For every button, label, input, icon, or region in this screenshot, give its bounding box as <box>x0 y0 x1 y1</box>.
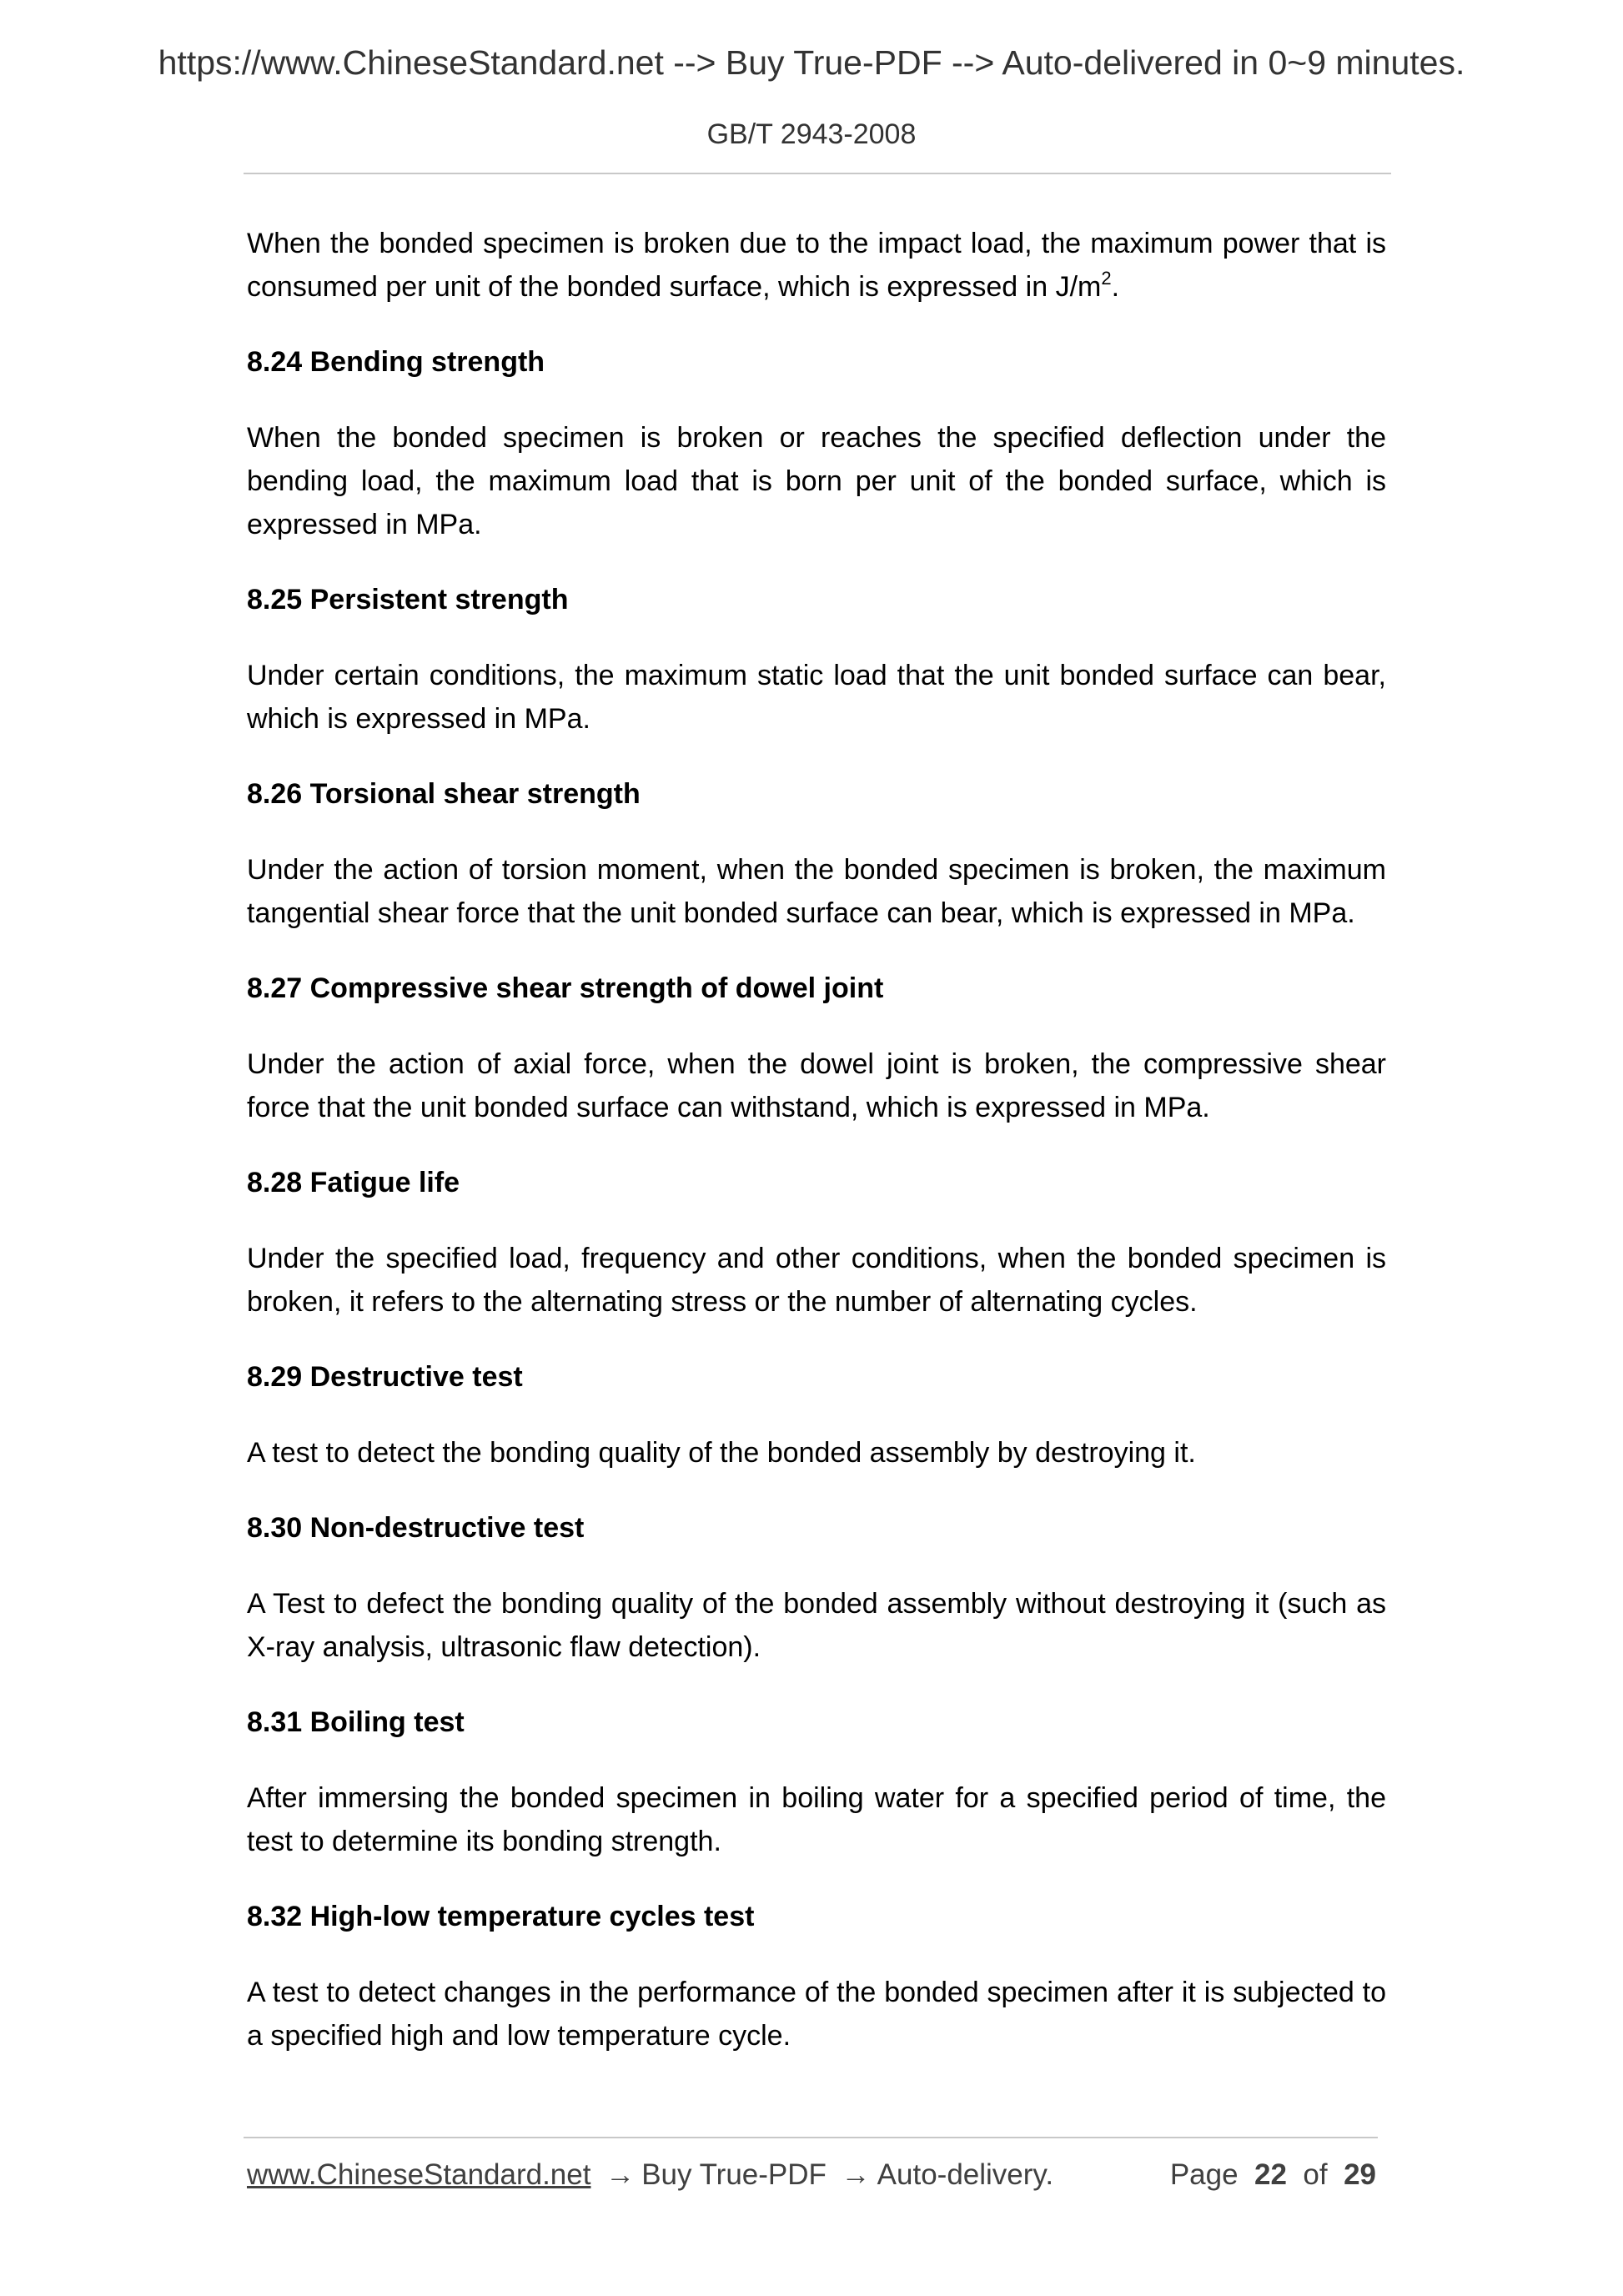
footer-divider <box>244 2137 1378 2138</box>
intro-text: When the bonded specimen is broken due to the impact load, the maximum power that is consumed per unit of the bonded surface, which is expressed in J/m <box>247 228 1386 303</box>
intro-superscript: 2 <box>1101 268 1112 289</box>
section-body-8-29: A test to detect the bonding quality of the bonded assembly by destroying it. <box>247 1437 1196 1469</box>
section-heading-8-30: 8.30 Non-destructive test <box>247 1512 585 1544</box>
document-code: GB/T 2943-2008 <box>706 118 917 150</box>
footer <box>247 2158 1381 2192</box>
right-arrow-icon: → <box>605 2158 636 2191</box>
section-body-8-24: When the bonded specimen is broken or reaches the specified deflection under the bending load, the maximum load that is born per unit of the bonded surface, which is expressed in MPa. <box>247 422 1386 540</box>
section-heading-8-32: 8.32 High-low temperature cycles test <box>247 1901 755 1932</box>
section-body-8-25: Under certain conditions, the maximum static load that the unit bonded surface can bear, which is expressed in MPa. <box>247 660 1386 735</box>
section-body-8-31: After immersing the bonded specimen in boiling water for a specified period of time, the test to determine its bonding strength. <box>247 1782 1386 1857</box>
section-heading-8-29: 8.29 Destructive test <box>247 1361 523 1393</box>
page-current: 22 <box>1254 2158 1287 2191</box>
section-body-8-32: A test to detect changes in the performance of the bonded specimen after it is subjected to a specified high and low temperature cycle. <box>247 1977 1386 2052</box>
header-divider <box>244 173 1391 174</box>
page-of: of <box>1303 2158 1328 2191</box>
document-body <box>247 222 1386 2089</box>
page-label: Page <box>1169 2158 1239 2191</box>
section-body-8-28: Under the specified load, frequency and other conditions, when the bonded specimen is broken, it refers to the alternating stress or the number of alternating cycles. <box>247 1243 1386 1318</box>
section-body-8-30: A Test to defect the bonding quality of the bonded assembly without destroying it (such as X-ray analysis, ultrasonic flaw detection). <box>247 1588 1386 1663</box>
intro-paragraph <box>247 222 1386 309</box>
intro-tail: . <box>1111 271 1120 303</box>
footer-site-link[interactable]: www.ChineseStandard.net <box>247 2158 591 2191</box>
right-arrow-icon: → <box>841 2158 871 2191</box>
page-total: 29 <box>1344 2158 1376 2191</box>
section-body-8-27: Under the action of axial force, when the dowel joint is broken, the compressive shear force that the unit bonded surface can withstand, which is expressed in MPa. <box>247 1048 1386 1123</box>
section-heading-8-28: 8.28 Fatigue life <box>247 1167 460 1198</box>
section-heading-8-26: 8.26 Torsional shear strength <box>247 778 641 810</box>
section-heading-8-31: 8.31 Boiling test <box>247 1706 465 1738</box>
footer-buy-text: Buy True-PDF <box>641 2158 827 2191</box>
footer-delivery-text: Auto-delivery. <box>877 2158 1054 2191</box>
section-heading-8-25: 8.25 Persistent strength <box>247 584 569 615</box>
section-heading-8-27: 8.27 Compressive shear strength of dowel joint <box>247 972 884 1004</box>
section-body-8-26: Under the action of torsion moment, when the bonded specimen is broken, the maximum tangential shear force that the unit bonded surface can bear, which is expressed in MPa. <box>247 854 1386 929</box>
section-heading-8-24: 8.24 Bending strength <box>247 346 545 378</box>
page-indicator <box>1170 2158 1376 2192</box>
top-banner[interactable]: https://www.ChineseStandard.net --> Buy True-PDF --> Auto-delivered in 0~9 minutes. <box>158 43 1465 82</box>
